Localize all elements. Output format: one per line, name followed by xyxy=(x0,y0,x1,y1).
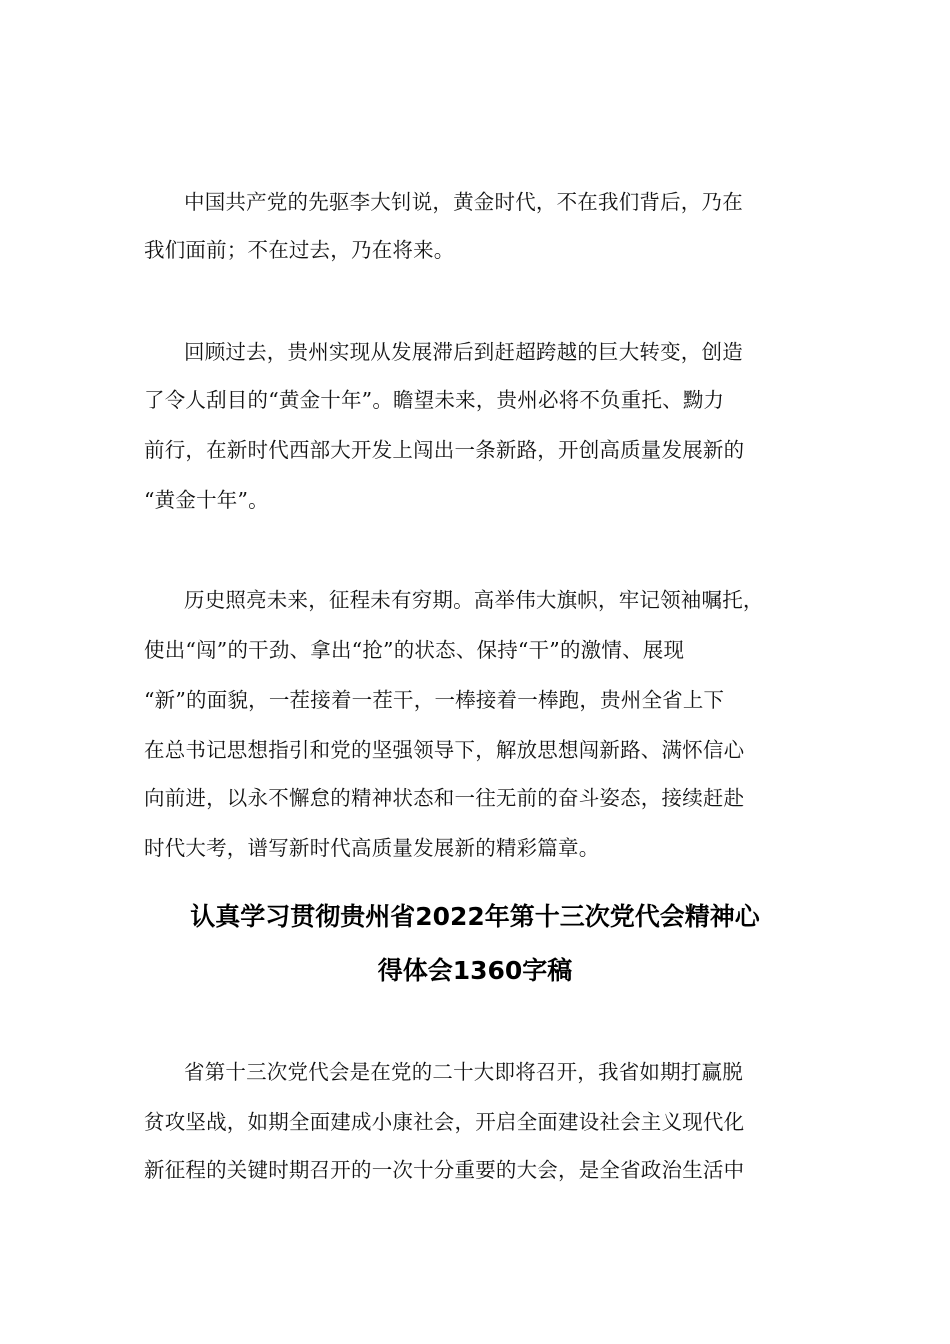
paragraph-3-line-5: 向前进，以永不懈怠的精神状态和一往无前的奋斗姿态，接续赶赴 xyxy=(144,786,745,810)
paragraph-2-line-2: 了令人刮目的“黄金十年”。瞻望未来，贵州必将不负重托、黝力 xyxy=(144,388,725,412)
paragraph-4-line-2: 贫攻坚战，如期全面建成小康社会，开启全面建设社会主义现代化 xyxy=(144,1110,745,1134)
article-title-line-2: 得体会1360字稿 xyxy=(377,956,573,985)
paragraph-3-line-3: “新”的面貌，一茬接着一茬干，一棒接着一棒跑，贵州全省上下 xyxy=(144,688,725,712)
paragraph-1-line-2: 我们面前；不在过去，乃在将来。 xyxy=(144,238,455,262)
paragraph-3-line-1: 历史照亮未来，征程未有穷期。高举伟大旗帜，牢记领袖嘱托， xyxy=(184,588,764,612)
paragraph-3-line-6: 时代大考，谱写新时代高质量发展新的精彩篇章。 xyxy=(144,836,600,860)
article-title-line-1: 认真学习贯彻贵州省2022年第十三次党代会精神心 xyxy=(190,902,760,931)
paragraph-1-line-1: 中国共产党的先驱李大钊说，黄金时代，不在我们背后，乃在 xyxy=(184,190,743,214)
paragraph-3-line-2: 使出“闯”的干劲、拿出“抢”的状态、保持“干”的激情、展现 xyxy=(144,638,685,662)
paragraph-4-line-3: 新征程的关键时期召开的一次十分重要的大会，是全省政治生活中 xyxy=(144,1158,745,1182)
paragraph-4-line-1: 省第十三次党代会是在党的二十大即将召开，我省如期打赢脱 xyxy=(184,1060,743,1084)
paragraph-2-line-1: 回顾过去，贵州实现从发展滞后到赶超跨越的巨大转变，创造 xyxy=(184,340,743,364)
paragraph-3-line-4: 在总书记思想指引和党的坚强领导下，解放思想闯新路、满怀信心 xyxy=(144,738,745,762)
paragraph-2-line-3: 前行，在新时代西部大开发上闯出一条新路，开创高质量发展新的 xyxy=(144,438,745,462)
paragraph-2-line-4: “黄金十年”。 xyxy=(144,488,269,512)
